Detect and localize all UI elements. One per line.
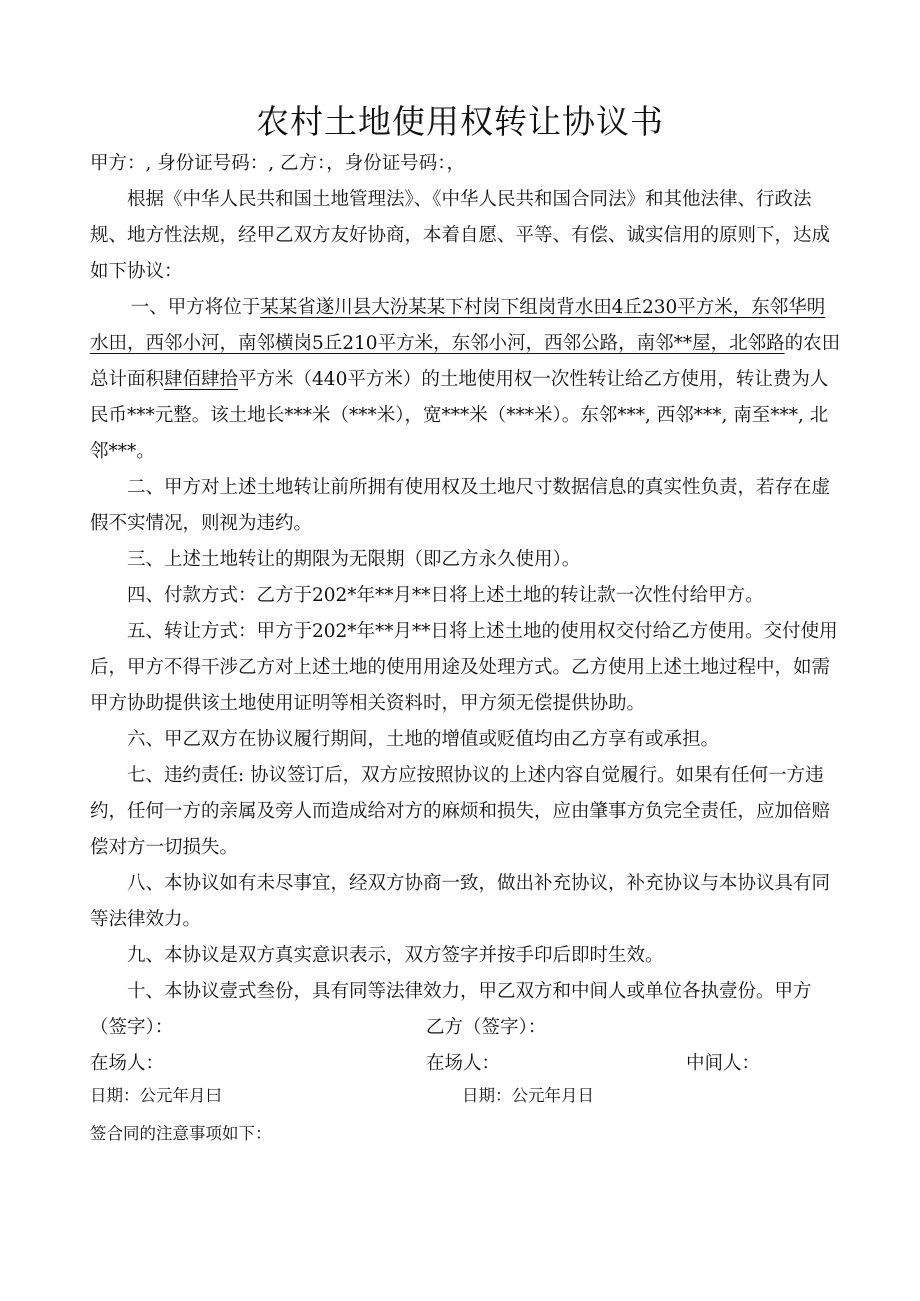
clause-1-area: 肆佰肆拾 bbox=[164, 369, 239, 390]
notes-heading: 签合同的注意事项如下： bbox=[90, 1124, 272, 1143]
witness-a: 在场人： bbox=[90, 1053, 165, 1074]
clause-6: 六、甲乙双方在协议履行期间，土地的增值或贬值均由乙方享有或承担。 bbox=[127, 729, 720, 750]
date-b: 日期：公元年月日 bbox=[462, 1086, 594, 1105]
clause-9: 九、本协议是双方真实意识表示，双方签字并按手印后即时生效。 bbox=[127, 945, 664, 966]
clause-1-location: 某某省遂川县大汾某某下村岗下组岗背水田4丘230平方米，东邻华明水田，西邻小河，南邻横岗5丘210平方米，东邻小河，西邻公路，南邻**屋，北邻路 bbox=[90, 297, 826, 354]
clause-1 bbox=[90, 290, 842, 470]
clause-3: 三、上述土地转让的期限为无限期（即乙方永久使用）。 bbox=[127, 549, 581, 570]
document-title: 农村土地使用权转让协议书 bbox=[256, 102, 664, 141]
clause-1-suffix: 平方米（440平方米）的土地使用权一次性转让给乙方使用，转让费为人民币***元整。该土地长***米（***米），宽***米（***米）。东邻***, 西邻***, 南至***, 北邻***。 bbox=[90, 369, 829, 462]
clause-1-mid: 的农田总计面积 bbox=[90, 333, 841, 390]
date-row bbox=[90, 1082, 842, 1110]
clause-1-prefix: 一、甲方将位于 bbox=[130, 297, 261, 318]
witness-b: 在场人： bbox=[426, 1053, 501, 1074]
intro-paragraph: 根据《中华人民共和国土地管理法》、《中华人民共和国合同法》和其他法律、行政法规、地方性法规，经甲乙双方友好协商，本着自愿、平等、有偿、诚实信用的原则下，达成如下协议： bbox=[90, 189, 831, 282]
clause-10-block bbox=[90, 974, 842, 1046]
party-b-signature: 乙方（签字）： bbox=[426, 1017, 547, 1038]
clause-7: 七、违约责任: 协议签订后，双方应按照协议的上述内容自觉履行。如果有任何一方违约，任何一方的亲属及旁人而造成给对方的麻烦和损失，应由肇事方负完全责任，应加倍赔偿对方一切损失。 bbox=[90, 765, 831, 858]
clause-10: 十、本协议壹式叁份，具有同等法律效力，甲乙双方和中间人或单位各执壹份。甲方（签字）： bbox=[90, 981, 812, 1038]
clause-2: 二、甲方对上述土地转让前所拥有使用权及土地尺寸数据信息的真实性负责，若存在虚假不实情况，则视为违约。 bbox=[90, 477, 831, 534]
clause-8: 八、本协议如有未尽事宜，经双方协商一致，做出补充协议，补充协议与本协议具有同等法律效力。 bbox=[90, 873, 831, 930]
document-body bbox=[90, 146, 842, 1152]
clause-4: 四、付款方式：乙方于202*年**月**日将上述土地的转让款一次性付给甲方。 bbox=[127, 585, 764, 606]
parties-line: 甲方：, 身份证号码：, 乙方：，身份证号码：， bbox=[90, 153, 466, 174]
clause-5: 五、转让方式：甲方于202*年**月**日将上述土地的使用权交付给乙方使用。交付使用后，甲方不得干涉乙方对上述土地的使用用途及处理方式。乙方使用上述土地过程中，如需甲方协助提供该土地使用证明等相关资料时，甲方须无偿提供协助。 bbox=[90, 621, 838, 714]
witness-row bbox=[90, 1046, 842, 1082]
intermediary: 中间人： bbox=[686, 1053, 761, 1074]
date-a: 日期：公元年月曰 bbox=[90, 1086, 222, 1105]
